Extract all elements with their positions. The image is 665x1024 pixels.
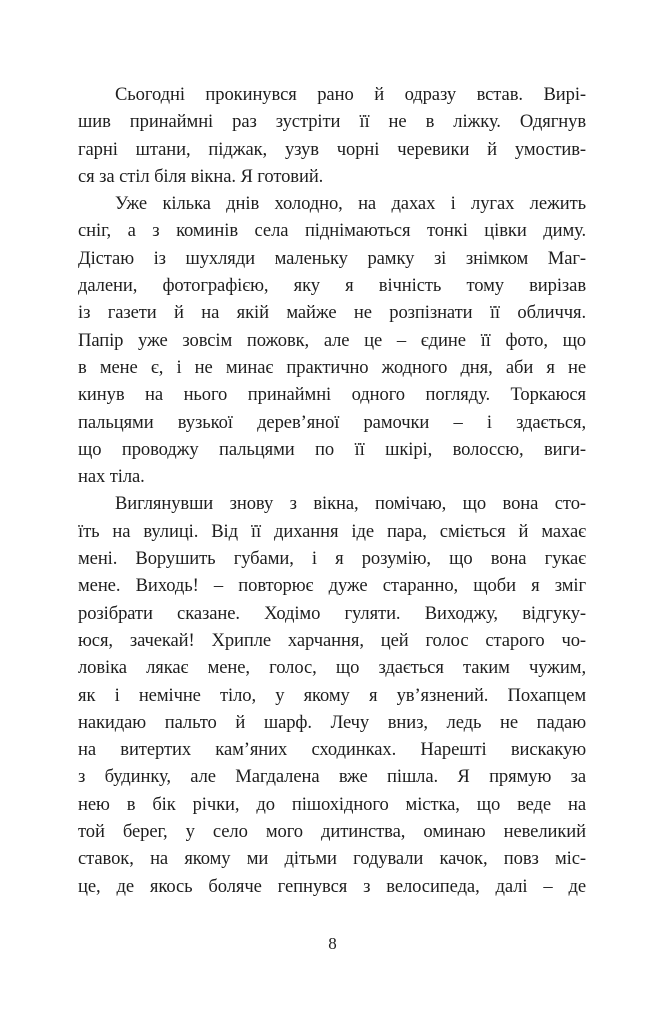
page-number: 8 — [328, 934, 337, 953]
text-line: що проводжу пальцями по її шкірі, волоссю, виги- — [78, 438, 586, 460]
text-line: Папір уже зовсім пожовк, але це – єдине її фото, що — [78, 329, 586, 351]
text-line: розібрати сказане. Ходімо гуляти. Виходжу, відгуку- — [78, 602, 586, 624]
text-line: мене. Виходь! – повторює дуже старанно, щоби я зміг — [78, 575, 586, 597]
text-line: в мене є, і не минає практично жодного дня, аби я не — [78, 356, 586, 378]
text-line: ловіка лякає мене, голос, що здається таким чужим, — [78, 657, 586, 679]
text-line: той берег, у село мого дитинства, оминаю невеликий — [78, 821, 586, 843]
text-line: Сьогодні прокинувся рано й одразу встав. Вирі- — [115, 84, 586, 105]
text-line: як і немічне тіло, у якому я ув’язнений. Похапцем — [78, 684, 586, 706]
text-line: накидаю пальто й шарф. Лечу вниз, ледь не падаю — [78, 711, 586, 733]
text-line: Виглянувши знову з вікна, помічаю, що вона сто- — [115, 493, 586, 515]
text-line: пальцями вузької дерев’яної рамочки – і здається, — [78, 411, 586, 433]
text-line: гарні штани, піджак, узув чорні черевики й умостив- — [78, 138, 586, 160]
text-line: їть на вулиці. Від її дихання іде пара, сміється й махає — [78, 520, 586, 542]
text-line: на витертих кам’яних сходинках. Нарешті вискакую — [78, 739, 586, 761]
text-line: далени, фотографією, яку я вічність тому вирізав — [78, 275, 586, 297]
text-line: нею в бік річки, до пішохідного містка, що веде на — [78, 793, 586, 815]
text-line: Дістаю із шухляди маленьку рамку зі знімком Маг- — [78, 247, 586, 269]
text-line: нах тіла. — [78, 466, 145, 488]
text-line: з будинку, але Магдалена вже пішла. Я прямую за — [78, 766, 586, 788]
text-line: мені. Ворушить губами, і я розумію, що вона гукає — [78, 548, 586, 570]
text-line: ставок, на якому ми дітьми годували качок, повз міс- — [78, 848, 586, 870]
text-line: шив принаймні раз зустріти її не в ліжку. Одягнув — [78, 111, 586, 133]
text-line: це, де якось боляче гепнувся з велосипеда, далі – де — [78, 875, 586, 897]
text-line: із газети й на якій майже не розпізнати її обличчя. — [78, 302, 586, 324]
text-line: кинув на нього принаймні одного погляду. Торкаюся — [78, 384, 586, 406]
text-line: сніг, а з коминів села піднімаються тонкі цівки диму. — [78, 220, 586, 242]
text-line: юся, зачекай! Хрипле харчання, цей голос старого чо- — [78, 629, 586, 651]
text-line: ся за стіл біля вікна. Я готовий. — [78, 165, 324, 187]
text-line: Уже кілька днів холодно, на дахах і лугах лежить — [115, 193, 586, 215]
body-text — [78, 81, 586, 900]
